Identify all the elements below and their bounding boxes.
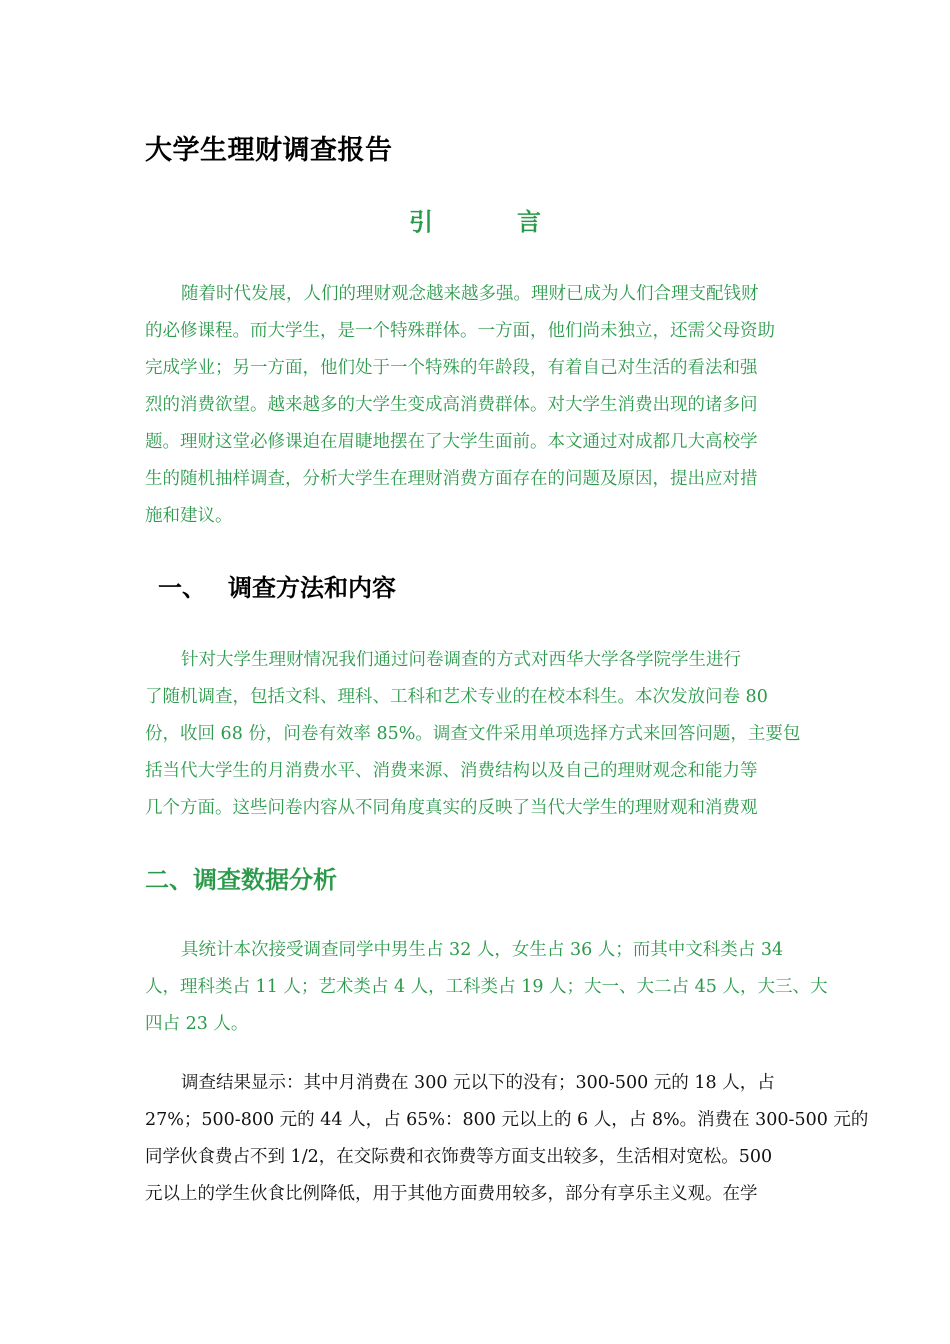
section1-heading	[158, 568, 396, 603]
paragraph-line: 生的随机抽样调查，分析大学生在理财消费方面存在的问题及原因，提出应对措	[145, 469, 758, 489]
paragraph-line: 完成学业；另一方面，他们处于一个特殊的年龄段，有着自己对生活的看法和强	[145, 358, 758, 378]
paragraph-line: 施和建议。	[145, 506, 233, 526]
results-paragraph	[145, 1065, 869, 1213]
paragraph-line: 随着时代发展，人们的理财观念越来越多强。理财已成为人们合理支配钱财	[181, 284, 759, 304]
intro-paragraph	[145, 276, 810, 535]
paragraph-line: 几个方面。这些问卷内容从不同角度真实的反映了当代大学生的理财观和消费观	[145, 798, 758, 818]
paragraph-line: 的必修课程。而大学生，是一个特殊群体。一方面，他们尚未独立，还需父母资助	[145, 321, 775, 341]
paragraph-line: 同学伙食费占不到 1/2，在交际费和衣饰费等方面支出较多，生活相对宽松。500	[145, 1147, 773, 1167]
paragraph-line: 了随机调查，包括文科、理科、工科和艺术专业的在校本科生。本次发放问卷 80	[145, 687, 768, 707]
paragraph-line: 四占 23 人。	[145, 1014, 249, 1034]
paragraph-line: 括当代大学生的月消费水平、消费来源、消费结构以及自己的理财观念和能力等	[145, 761, 758, 781]
paragraph-line: 调查结果显示：其中月消费在 300 元以下的没有；300-500 元的 18 人，占	[181, 1073, 775, 1093]
paragraph-line: 份，收回 68 份，问卷有效率 85%。调查文件采用单项选择方式来回答问题，主要包	[145, 724, 801, 744]
paragraph-line: 27%；500-800 元的 44 人，占 65%：800 元以上的 6 人，占 8%。消费在 300-500 元的	[145, 1110, 869, 1130]
section1-number: 一、	[158, 573, 206, 602]
method-paragraph	[145, 642, 810, 827]
paragraph-line: 烈的消费欲望。越来越多的大学生变成高消费群体。对大学生消费出现的诸多问	[145, 395, 758, 415]
paragraph-line: 人，理科类占 11 人；艺术类占 4 人，工科类占 19 人；大一、大二占 45 人，大三、大	[145, 977, 828, 997]
paragraph-line: 元以上的学生伙食比例降低，用于其他方面费用较多，部分有享乐主义观。在学	[145, 1184, 758, 1204]
intro-heading: 引 言	[409, 207, 571, 236]
paragraph-line: 针对大学生理财情况我们通过问卷调查的方式对西华大学各学院学生进行	[181, 650, 741, 670]
paragraph-line: 具统计本次接受调查同学中男生占 32 人，女生占 36 人；而其中文科类占 34	[181, 940, 784, 960]
section2-heading: 二、调查数据分析	[145, 865, 337, 894]
stats-paragraph	[145, 932, 828, 1043]
paragraph-line: 题。理财这堂必修课迫在眉睫地摆在了大学生面前。本文通过对成都几大高校学	[145, 432, 758, 452]
document-title: 大学生理财调查报告	[145, 135, 393, 166]
section1-title: 调查方法和内容	[228, 573, 396, 602]
